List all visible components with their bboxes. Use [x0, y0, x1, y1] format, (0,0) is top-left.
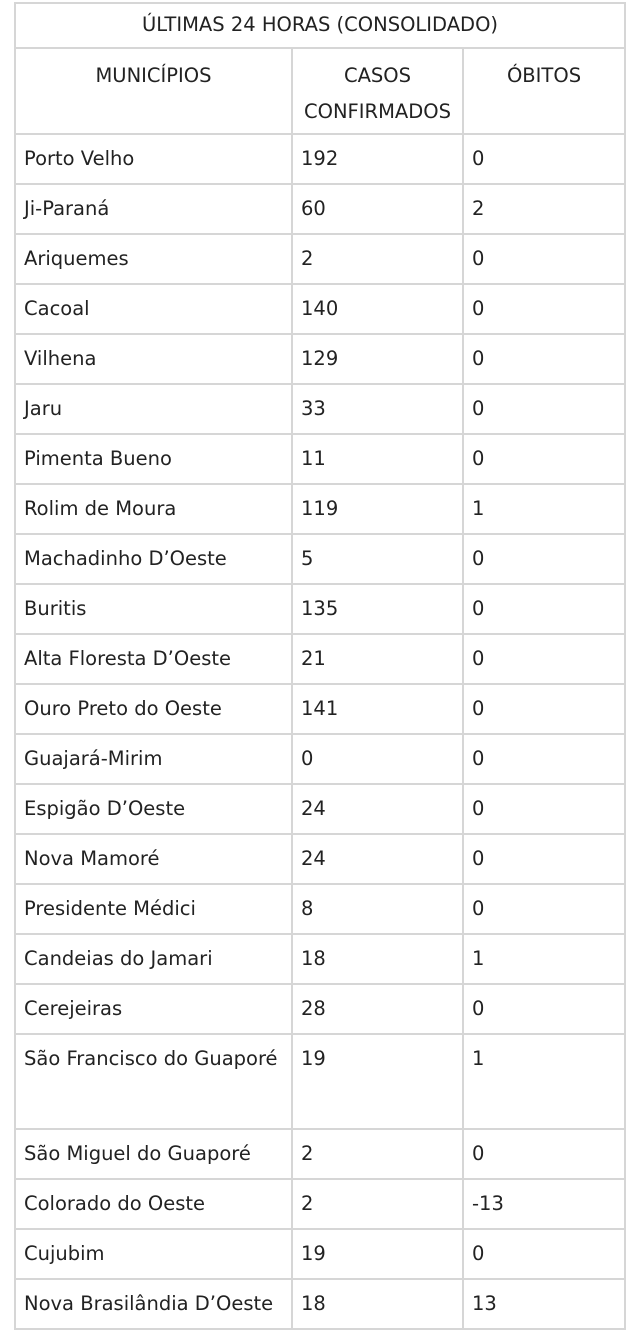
- cell-obitos: 0: [463, 1129, 625, 1179]
- cell-casos: 60: [292, 184, 463, 234]
- cell-municipio: Nova Brasilândia D’Oeste: [15, 1279, 292, 1329]
- cell-obitos: -13: [463, 1179, 625, 1229]
- table-row: [15, 634, 625, 684]
- cell-municipio: Vilhena: [15, 334, 292, 384]
- cell-casos: 2: [292, 1179, 463, 1229]
- cell-municipio: Machadinho D’Oeste: [15, 534, 292, 584]
- cell-obitos: 0: [463, 134, 625, 184]
- cell-obitos: 0: [463, 1229, 625, 1279]
- cell-obitos: 2: [463, 184, 625, 234]
- cell-casos: 2: [292, 234, 463, 284]
- cell-municipio: Cujubim: [15, 1229, 292, 1279]
- cell-obitos: 0: [463, 234, 625, 284]
- cell-casos: 11: [292, 434, 463, 484]
- cell-municipio: São Miguel do Guaporé: [15, 1129, 292, 1179]
- cell-obitos: 1: [463, 934, 625, 984]
- cell-obitos: 0: [463, 634, 625, 684]
- cell-obitos: 0: [463, 284, 625, 334]
- cell-obitos: 1: [463, 1034, 625, 1129]
- cell-casos: 129: [292, 334, 463, 384]
- table-row: [15, 334, 625, 384]
- table-row: [15, 1229, 625, 1279]
- table-row: [15, 134, 625, 184]
- cell-obitos: 0: [463, 734, 625, 784]
- header-casos-confirmados: CASOS CONFIRMADOS: [292, 48, 463, 134]
- cell-municipio: Colorado do Oeste: [15, 1179, 292, 1229]
- cell-casos: 2: [292, 1129, 463, 1179]
- cell-casos: 19: [292, 1229, 463, 1279]
- table-title: ÚLTIMAS 24 HORAS (CONSOLIDADO): [15, 3, 625, 48]
- cell-casos: 141: [292, 684, 463, 734]
- cell-municipio: Alta Floresta D’Oeste: [15, 634, 292, 684]
- cell-municipio: Presidente Médici: [15, 884, 292, 934]
- header-municipios: MUNICÍPIOS: [15, 48, 292, 134]
- cell-municipio: Nova Mamoré: [15, 834, 292, 884]
- cell-casos: 24: [292, 834, 463, 884]
- cell-casos: 8: [292, 884, 463, 934]
- table-header-row: [15, 48, 625, 134]
- cell-casos: 135: [292, 584, 463, 634]
- header-obitos: ÓBITOS: [463, 48, 625, 134]
- cell-obitos: 0: [463, 984, 625, 1034]
- covid-table-container: [14, 2, 624, 1330]
- table-row: [15, 684, 625, 734]
- cell-municipio: Jaru: [15, 384, 292, 434]
- table-row: [15, 534, 625, 584]
- cell-obitos: 0: [463, 834, 625, 884]
- table-row: [15, 234, 625, 284]
- cell-obitos: 1: [463, 484, 625, 534]
- table-row: [15, 1279, 625, 1329]
- cell-obitos: 0: [463, 884, 625, 934]
- cell-casos: 0: [292, 734, 463, 784]
- table-row: [15, 384, 625, 434]
- table-row: [15, 1129, 625, 1179]
- table-body: [15, 134, 625, 1329]
- table-row: [15, 884, 625, 934]
- covid-cases-table: [14, 2, 626, 1330]
- cell-casos: 5: [292, 534, 463, 584]
- cell-municipio: Porto Velho: [15, 134, 292, 184]
- cell-obitos: 0: [463, 434, 625, 484]
- table-row: [15, 734, 625, 784]
- cell-casos: 18: [292, 1279, 463, 1329]
- cell-municipio: Rolim de Moura: [15, 484, 292, 534]
- table-row: [15, 184, 625, 234]
- cell-municipio: Pimenta Bueno: [15, 434, 292, 484]
- table-row: [15, 1179, 625, 1229]
- table-row: [15, 784, 625, 834]
- cell-municipio: Candeias do Jamari: [15, 934, 292, 984]
- cell-obitos: 0: [463, 384, 625, 434]
- cell-municipio: Buritis: [15, 584, 292, 634]
- table-row: [15, 584, 625, 634]
- cell-casos: 24: [292, 784, 463, 834]
- cell-obitos: 0: [463, 784, 625, 834]
- table-row: [15, 984, 625, 1034]
- cell-municipio: Ji-Paraná: [15, 184, 292, 234]
- table-row: [15, 284, 625, 334]
- cell-municipio: Guajará-Mirim: [15, 734, 292, 784]
- cell-casos: 28: [292, 984, 463, 1034]
- cell-obitos: 0: [463, 684, 625, 734]
- table-row: [15, 484, 625, 534]
- cell-municipio: Ouro Preto do Oeste: [15, 684, 292, 734]
- cell-municipio: São Francisco do Guaporé: [15, 1034, 292, 1129]
- table-row: [15, 434, 625, 484]
- cell-obitos: 0: [463, 584, 625, 634]
- cell-casos: 33: [292, 384, 463, 434]
- cell-casos: 19: [292, 1034, 463, 1129]
- cell-casos: 119: [292, 484, 463, 534]
- cell-municipio: Espigão D’Oeste: [15, 784, 292, 834]
- table-row: [15, 1034, 625, 1129]
- cell-casos: 192: [292, 134, 463, 184]
- table-title-row: [15, 3, 625, 48]
- cell-obitos: 0: [463, 534, 625, 584]
- cell-casos: 18: [292, 934, 463, 984]
- cell-municipio: Cerejeiras: [15, 984, 292, 1034]
- cell-obitos: 13: [463, 1279, 625, 1329]
- cell-municipio: Cacoal: [15, 284, 292, 334]
- cell-casos: 140: [292, 284, 463, 334]
- cell-obitos: 0: [463, 334, 625, 384]
- table-row: [15, 934, 625, 984]
- table-row: [15, 834, 625, 884]
- cell-municipio: Ariquemes: [15, 234, 292, 284]
- cell-casos: 21: [292, 634, 463, 684]
